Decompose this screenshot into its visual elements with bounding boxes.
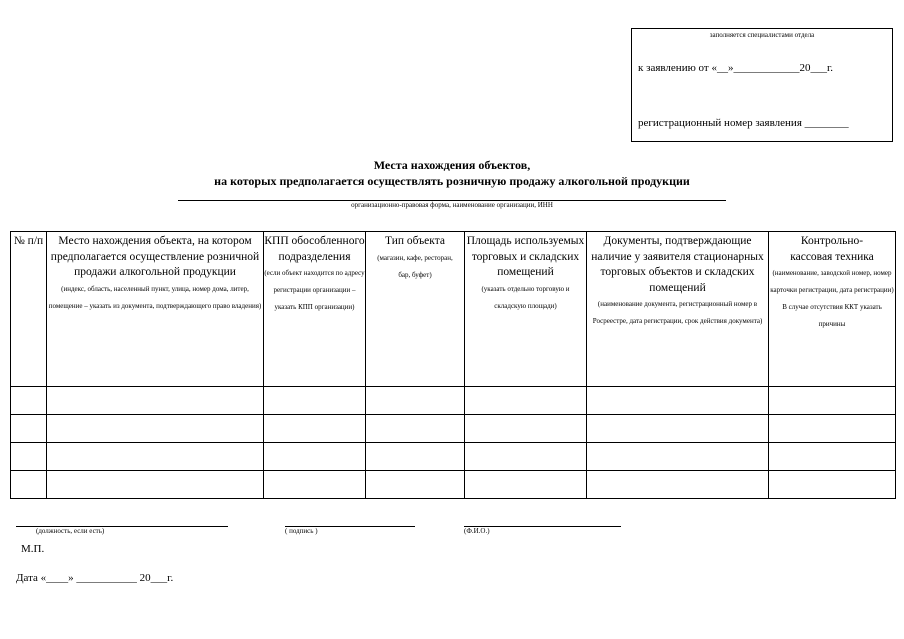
- header-cash-register-sub: (наименование, заводской номер, номер карточки регистрации, дата регистрации) В случае отсутствия ККТ указать причины: [770, 269, 894, 328]
- table-cell[interactable]: [47, 443, 264, 471]
- table-row: [11, 415, 896, 443]
- box-note: заполняется специалистами отдела: [709, 31, 815, 39]
- table-cell[interactable]: [366, 443, 465, 471]
- table-cell[interactable]: [47, 387, 264, 415]
- header-documents-sub: (наименование документа, регистрационный номер в Росреестре, дата регистрации, срок действия документа): [592, 300, 763, 325]
- date-field[interactable]: Дата «____» ___________ 20___г.: [16, 572, 174, 584]
- header-area-main: Площадь используемых торговых и складских помещений: [466, 235, 585, 278]
- table-row: [11, 443, 896, 471]
- table-cell[interactable]: [264, 387, 366, 415]
- header-object-type-main: Тип объекта: [385, 235, 445, 247]
- header-area-sub: (указать отдельно торговую и складскую площади): [481, 284, 570, 310]
- table-cell[interactable]: [465, 415, 587, 443]
- header-kpp: [264, 232, 366, 387]
- table-cell[interactable]: [11, 443, 47, 471]
- table-cell[interactable]: [587, 471, 769, 499]
- header-location-main: Место нахождения объекта, на котором предполагается осуществление розничной продажи алкогольной продукции: [50, 235, 260, 278]
- header-kpp-main: КПП обособленного подразделения: [264, 235, 365, 263]
- header-location-sub: (индекс, область, населенный пункт, улица, номер дома, литер, помещение – указать из документа, подтверждающего право владения): [48, 284, 262, 310]
- header-object-type-sub: (магазин, кафе, ресторан, бар, буфет): [377, 253, 453, 279]
- table-cell[interactable]: [587, 387, 769, 415]
- table-cell[interactable]: [11, 471, 47, 499]
- objects-table: [10, 231, 896, 499]
- table-cell[interactable]: [47, 471, 264, 499]
- table-cell[interactable]: [366, 387, 465, 415]
- header-cash-register-main: Контрольно-кассовая техника: [790, 235, 874, 263]
- registration-box: [631, 28, 893, 142]
- position-caption: (должность, если есть): [36, 527, 105, 535]
- table-cell[interactable]: [11, 415, 47, 443]
- header-object-type: [366, 232, 465, 387]
- table-cell[interactable]: [587, 443, 769, 471]
- table-cell[interactable]: [264, 415, 366, 443]
- header-number: [11, 232, 47, 387]
- table-cell[interactable]: [769, 387, 896, 415]
- organization-caption: организационно-правовая форма, наименование организации, ИНН: [351, 201, 553, 209]
- header-cash-register: [769, 232, 896, 387]
- header-number-main: № п/п: [13, 235, 44, 247]
- table-row: [11, 471, 896, 499]
- header-kpp-sub: (если объект находится по адресу регистрации организации – указать КПП организации): [264, 269, 365, 311]
- header-area: [465, 232, 587, 387]
- header-location: [47, 232, 264, 387]
- table-cell[interactable]: [264, 471, 366, 499]
- table-row: [11, 387, 896, 415]
- table-cell[interactable]: [587, 415, 769, 443]
- signature-caption: ( подпись ): [285, 527, 318, 535]
- table-cell[interactable]: [366, 415, 465, 443]
- header-row: [11, 232, 896, 387]
- registration-number-field[interactable]: регистрационный номер заявления ________: [638, 117, 849, 129]
- table-cell[interactable]: [47, 415, 264, 443]
- table-cell[interactable]: [769, 443, 896, 471]
- table-cell[interactable]: [465, 471, 587, 499]
- full-name-caption: (Ф.И.О.): [464, 527, 490, 535]
- table-cell[interactable]: [366, 471, 465, 499]
- table-cell[interactable]: [11, 387, 47, 415]
- table-cell[interactable]: [769, 415, 896, 443]
- page-title-line2: на которых предполагается осуществлять розничную продажу алкогольной продукции: [214, 174, 690, 188]
- table-cell[interactable]: [769, 471, 896, 499]
- page-title-line1: Места нахождения объектов,: [373, 158, 531, 172]
- header-documents-main: Документы, подтверждающие наличие у заявителя стационарных торговых объектов и складских помещений: [591, 235, 764, 294]
- header-documents: [587, 232, 769, 387]
- table-cell[interactable]: [264, 443, 366, 471]
- table-cell[interactable]: [465, 443, 587, 471]
- stamp-place: М.П.: [21, 543, 45, 555]
- application-date-field[interactable]: к заявлению от «__»____________20___г.: [638, 62, 833, 74]
- table-cell[interactable]: [465, 387, 587, 415]
